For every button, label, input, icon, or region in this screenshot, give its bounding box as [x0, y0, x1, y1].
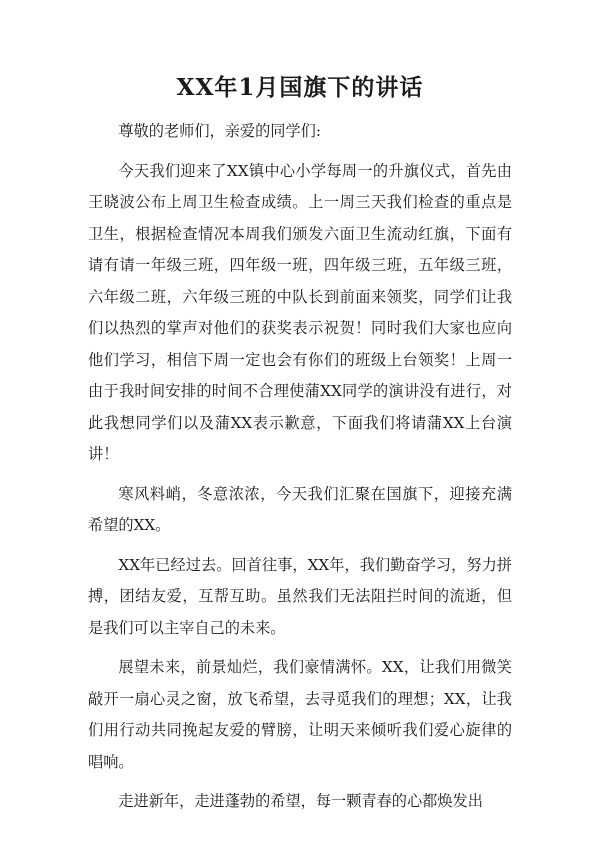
body-paragraph: XX年已经过去。回首往事，XX年，我们勤奋学习，努力拼搏，团结友爱，互帮互助。虽然我们无法阻拦时间的流逝，但是我们可以主宰自己的未来。 — [88, 555, 512, 637]
document-body — [88, 116, 512, 818]
body-paragraph: 展望未来，前景灿烂，我们豪情满怀。XX，让我们用微笑敲开一扇心灵之窗，放飞希望，去寻觅我们的理想；XX，让我们用行动共同挽起友爱的臂膀，让明天来倾听我们爱心旋律的唱响。 — [88, 658, 512, 771]
body-paragraph: 走进新年，走进蓬勃的希望，每一颗青春的心都焕发出 — [118, 792, 483, 810]
greeting-paragraph: 尊敬的老师们，亲爱的同学们: — [118, 122, 321, 140]
body-paragraph: 寒风料峭，冬意浓浓，今天我们汇聚在国旗下，迎接充满希望的XX。 — [88, 484, 512, 534]
document-title: XX年1月国旗下的讲话 — [176, 74, 424, 101]
body-paragraph: 今天我们迎来了XX镇中心小学每周一的升旗仪式，首先由王晓波公布上周卫生检查成绩。上一周三天我们检查的重点是卫生，根据检查情况本周我们颁发六面卫生流动红旗，下面有请有请一年级三班，四年级一班，四年级三班，五年级三班，六年级二班，六年级三班的中队长到前面来领奖，同学们让我们以热烈的掌声对他们的获奖表示祝贺！同时我们大家也应向他们学习，相信下周一定也会有你们的班级上台领奖！上周一由于我时间安排的时间不合理使蒲XX同学的演讲没有进行，对此我想同学们以及蒲XX表示歉意，下面我们将请蒲XX上台演讲！ — [88, 161, 512, 463]
